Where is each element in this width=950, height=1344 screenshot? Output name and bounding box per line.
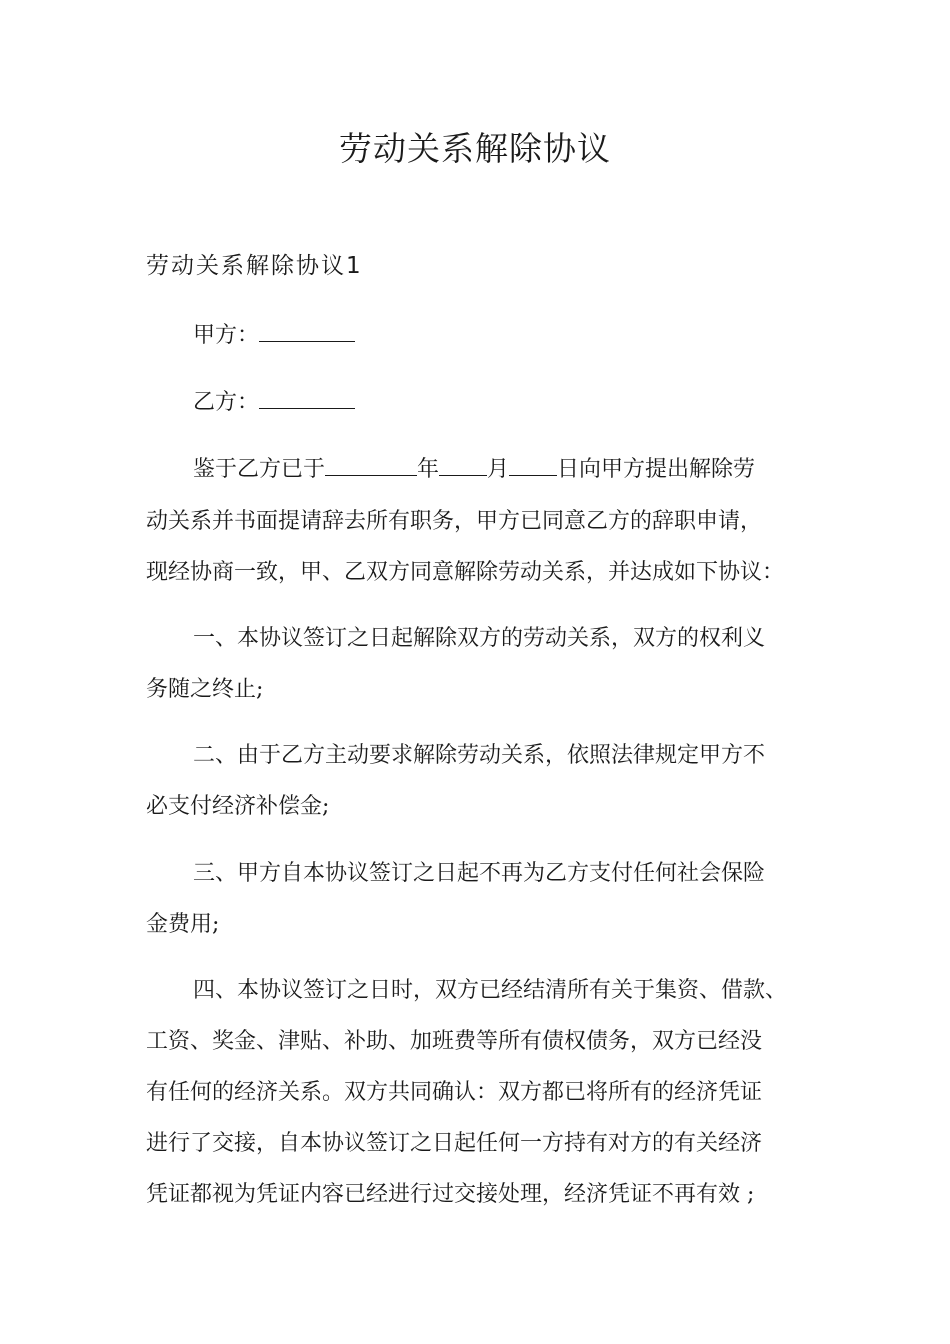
clause-4-line-5: 凭证都视为凭证内容已经进行过交接处理，经济凭证不再有效 ; [146, 1182, 755, 1207]
document-title: 劳动关系解除协议 [339, 129, 611, 168]
date-month-blank [439, 455, 487, 476]
clause-1-line-2: 务随之终止; [146, 677, 264, 702]
party-a-blank [259, 321, 355, 342]
party-a-line [193, 321, 355, 351]
intro-line-3: 现经协商一致，甲、乙双方同意解除劳动关系，并达成如下协议： [146, 560, 785, 585]
intro-line-2: 动关系并书面提请辞去所有职务，甲方已同意乙方的辞职申请， [146, 509, 763, 534]
clause-3-line-2: 金费用; [146, 912, 220, 937]
clause-2-line-2: 必支付经济补偿金; [146, 794, 330, 819]
date-day-blank [509, 455, 557, 476]
clause-4-line-2: 工资、奖金、津贴、补助、加班费等所有债权债务，双方已经没 [146, 1029, 763, 1054]
intro-text-1: 鉴于乙方已于 [193, 457, 326, 482]
intro-text-2: 日向甲方提出解除劳 [557, 457, 756, 482]
clause-1-line-1: 一、本协议签订之日起解除双方的劳动关系，双方的权利义 [193, 626, 766, 651]
party-a-label: 甲方： [193, 323, 260, 348]
party-b-label: 乙方： [193, 390, 260, 415]
clause-4-line-1: 四、本协议签订之日时，双方已经结清所有关于集资、借款、 [193, 978, 788, 1003]
intro-line-1 [193, 455, 755, 485]
intro-year-label: 年 [417, 457, 440, 482]
clause-4-line-4: 进行了交接，自本协议签订之日起任何一方持有对方的有关经济 [146, 1131, 763, 1156]
date-year-blank [325, 455, 417, 476]
clause-4-line-3: 有任何的经济关系。双方共同确认：双方都已将所有的经济凭证 [146, 1080, 763, 1105]
intro-month-label: 月 [487, 457, 510, 482]
party-b-blank [259, 388, 355, 409]
clause-2-line-1: 二、由于乙方主动要求解除劳动关系，依照法律规定甲方不 [193, 743, 766, 768]
party-b-line [193, 388, 355, 418]
section-heading: 劳动关系解除协议1 [146, 253, 363, 279]
clause-3-line-1: 三、甲方自本协议签订之日起不再为乙方支付任何社会保险 [193, 861, 766, 886]
